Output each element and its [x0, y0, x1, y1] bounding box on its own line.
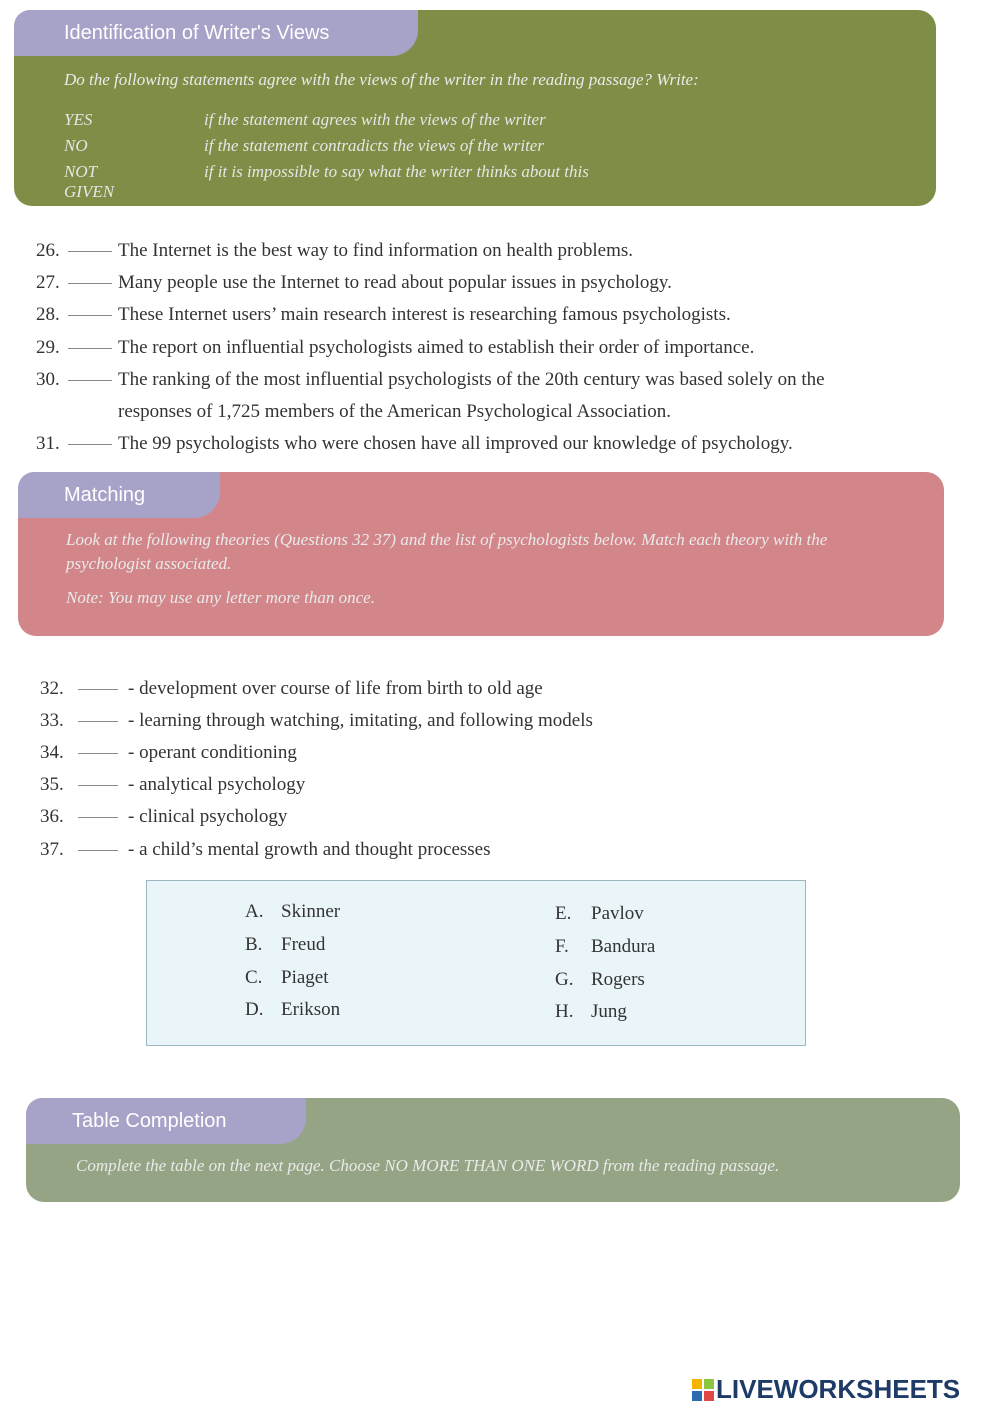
brand-text: LIVEWORKSHEETS [716, 1374, 961, 1404]
table-completion-panel [26, 1098, 960, 1202]
option-name: Rogers [591, 969, 645, 990]
option-name: Skinner [281, 901, 341, 922]
statement-text: The report on influential psychologists aimed to establish their order of importance. [118, 337, 755, 358]
option-g [555, 969, 645, 991]
answer-blank[interactable] [78, 688, 118, 690]
writers-views-instruction: Do the following statements agree with the views of the writer in the reading passage? Write: [64, 70, 699, 89]
option-c [245, 967, 329, 989]
key-label: NO [64, 136, 88, 155]
statement-26 [36, 240, 633, 262]
question-number: 33. [40, 710, 64, 731]
question-number: 28. [36, 304, 60, 325]
answer-blank[interactable] [68, 314, 112, 316]
answer-blank[interactable] [68, 250, 112, 252]
option-name: Jung [591, 1001, 627, 1022]
liveworksheets-brand [692, 1374, 960, 1404]
option-letter: B. [245, 934, 263, 955]
option-letter: G. [555, 969, 574, 990]
writers-views-panel [14, 10, 936, 206]
option-letter: F. [555, 936, 569, 957]
theory-text: - learning through watching, imitating, and following models [128, 710, 593, 731]
matching-note: Note: You may use any letter more than once. [66, 588, 375, 607]
answer-blank[interactable] [78, 816, 118, 818]
statement-text: These Internet users’ main research interest is researching famous psychologists. [118, 304, 731, 325]
option-f [555, 936, 655, 958]
statement-text: The Internet is the best way to find information on health problems. [118, 240, 633, 261]
option-name: Erikson [281, 999, 341, 1020]
statement-27 [36, 272, 672, 294]
answer-blank[interactable] [68, 347, 112, 349]
statement-text: The ranking of the most influential psychologists of the 20th century was based solely on the [118, 369, 825, 390]
section-title-table-completion: Table Completion [26, 1098, 306, 1144]
key-label: YES [64, 110, 93, 129]
answer-blank[interactable] [68, 443, 112, 445]
option-d [245, 999, 340, 1021]
table-completion-instruction: Complete the table on the next page. Choose NO MORE THAN ONE WORD from the reading passage. [76, 1156, 780, 1175]
question-number: 37. [40, 839, 64, 860]
option-letter: D. [245, 999, 264, 1020]
question-number: 32. [40, 678, 64, 699]
question-number: 31. [36, 433, 60, 454]
question-number: 27. [36, 272, 60, 293]
question-number: 34. [40, 742, 64, 763]
option-letter: H. [555, 1001, 574, 1022]
key-meaning: if the statement contradicts the views of the writer [204, 136, 544, 155]
statement-text: The 99 psychologists who were chosen have all improved our knowledge of psychology. [118, 433, 793, 454]
question-number: 26. [36, 240, 60, 261]
key-label: NOT GIVEN [64, 162, 115, 201]
theory-32 [40, 678, 543, 700]
theory-text: - development over course of life from birth to old age [128, 678, 543, 699]
option-b [245, 934, 325, 956]
answer-blank[interactable] [78, 720, 118, 722]
key-meaning: if the statement agrees with the views of the writer [204, 110, 546, 129]
theory-34 [40, 742, 297, 764]
statement-31 [36, 433, 793, 455]
liveworksheets-logo-icon [692, 1379, 714, 1401]
answer-blank[interactable] [68, 282, 112, 284]
statement-29 [36, 337, 754, 359]
psychologist-options-box [146, 880, 806, 1046]
theory-text: - clinical psychology [128, 806, 288, 827]
option-name: Piaget [281, 967, 329, 988]
option-name: Bandura [591, 936, 656, 957]
question-number: 29. [36, 337, 60, 358]
option-letter: A. [245, 901, 264, 922]
section-title-matching: Matching [18, 472, 220, 518]
theory-text: - analytical psychology [128, 774, 306, 795]
option-h [555, 1001, 627, 1023]
matching-instruction: Look at the following theories (Questions 32 37) and the list of psychologists below. Match each theory with the psychologist associated. [66, 530, 828, 573]
question-number: 36. [40, 806, 64, 827]
theory-35 [40, 774, 305, 796]
option-letter: C. [245, 967, 263, 988]
theory-33 [40, 710, 593, 732]
statement-30-continued: responses of 1,725 members of the American Psychological Association. [118, 401, 672, 422]
statement-text: Many people use the Internet to read about popular issues in psychology. [118, 272, 672, 293]
option-name: Pavlov [591, 903, 644, 924]
theory-36 [40, 806, 287, 828]
statement-28 [36, 304, 731, 326]
option-letter: E. [555, 903, 572, 924]
matching-panel [18, 472, 944, 636]
statement-30 [36, 369, 825, 391]
section-title-writers-views: Identification of Writer's Views [14, 10, 418, 56]
question-number: 35. [40, 774, 64, 795]
theory-37 [40, 839, 491, 861]
answer-blank[interactable] [78, 849, 118, 851]
answer-blank[interactable] [78, 752, 118, 754]
option-name: Freud [281, 934, 326, 955]
answer-blank[interactable] [68, 379, 112, 381]
answer-blank[interactable] [78, 784, 118, 786]
theory-text: - a child’s mental growth and thought processes [128, 839, 491, 860]
theory-text: - operant conditioning [128, 742, 297, 763]
option-e [555, 903, 644, 925]
key-meaning: if it is impossible to say what the writer thinks about this [204, 162, 589, 181]
question-number: 30. [36, 369, 60, 390]
option-a [245, 901, 340, 923]
